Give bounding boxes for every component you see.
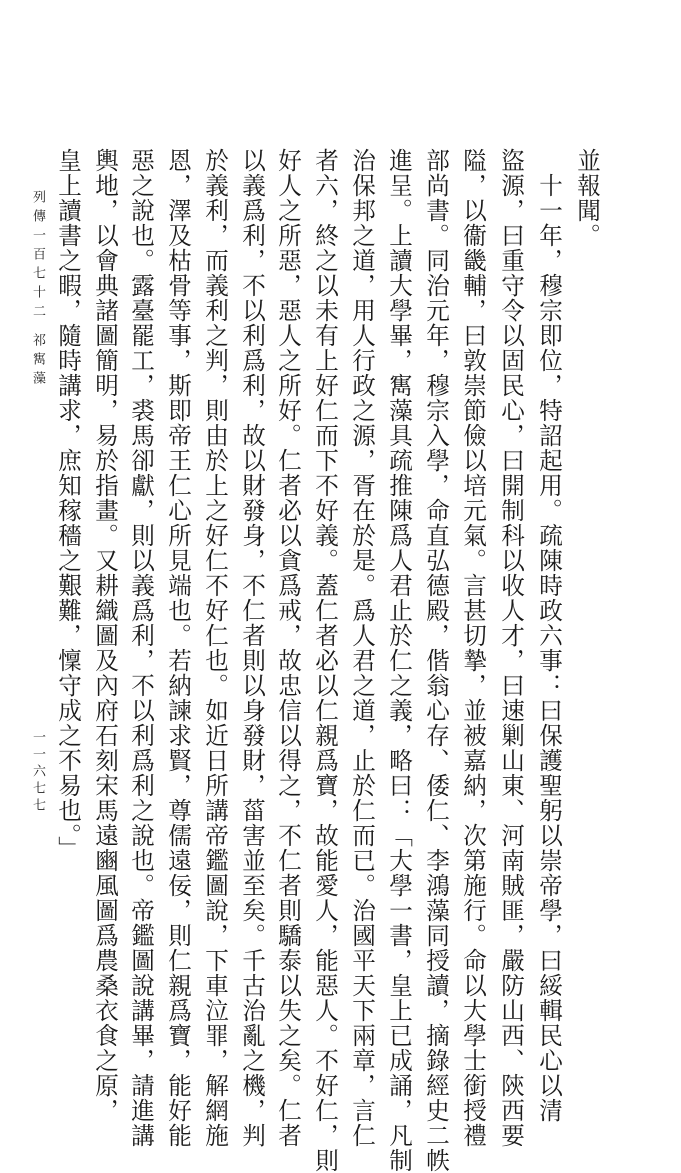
text-column: 部尚書。同治元年，穆宗入學，命直弘德殿，偕翁心存、倭仁、李鴻藻同授讀，摘錄經史二帙 bbox=[422, 148, 450, 1173]
running-title: 列傳一百七十二 祁寯藻 bbox=[30, 190, 45, 391]
text-column: 以義爲利，不以利爲利，故以財發身，不仁者則以身發財，菑害並至矣。千古治亂之機，判 bbox=[238, 148, 266, 1148]
text-column: 恩，澤及枯骨等事，斯即帝王仁心所見端也。若納諫求賢，尊儒遠佞，則仁親爲寶，能好能 bbox=[164, 148, 192, 1148]
text-column: 治保邦之道，用人行政之源，胥在於是。爲人君之道，止於仁而已。治國平天下兩章，言仁 bbox=[348, 148, 376, 1148]
page-number: 一一六七七 bbox=[30, 730, 45, 815]
text-column: 好人之所惡，惡人之所好。仁者必以貪爲戒，故忠信以得之，不仁者則驕泰以失之矣。仁者 bbox=[274, 148, 302, 1148]
text-column: 輿地，以會典諸圖簡明，易於指畫。又耕織圖及內府石刻宋馬遠豳風圖爲農桑衣食之原， bbox=[91, 148, 119, 1123]
text-column: 十一年，穆宗即位，特詔起用。疏陳時政六事：曰保護聖躬以崇帝學，曰綏輯民心以清 bbox=[535, 148, 563, 1123]
text-column: 盜源，曰重守令以固民心，曰開制科以收人才，曰速剿山東、河南賊匪，嚴防山西、陝西要 bbox=[497, 148, 525, 1148]
text-column: 者六，終之以未有上好仁而下不好義。蓋仁者必以仁親爲寶，故能愛人，能惡人。不好仁，則 bbox=[311, 148, 339, 1173]
text-column: 惡之說也。露臺罷工，裘馬卻獻，則以義爲利，不以利爲利之說也。帝鑑圖說講畢，請進講 bbox=[127, 148, 155, 1148]
text-column: 並報聞。 bbox=[573, 148, 601, 248]
text-column: 於義利，而義利之判，則由於上之好仁不好仁也。如近日所講帝鑑圖說，下車泣罪，解網施 bbox=[201, 148, 229, 1148]
text-column: 隘，以衞畿輔，曰敦崇節儉以培元氣。言甚切摯，並被嘉納，次第施行。命以大學士銜授禮 bbox=[459, 148, 487, 1148]
text-column: 進呈。上讀大學畢，寯藻具疏推陳爲人君止於仁之義，略曰：「大學一書，皇上已成誦，凡制 bbox=[385, 148, 413, 1173]
text-column: 皇上讀書之暇，隨時講求，庶知稼穡之艱難，懍守成之不易也。」 bbox=[54, 148, 82, 862]
